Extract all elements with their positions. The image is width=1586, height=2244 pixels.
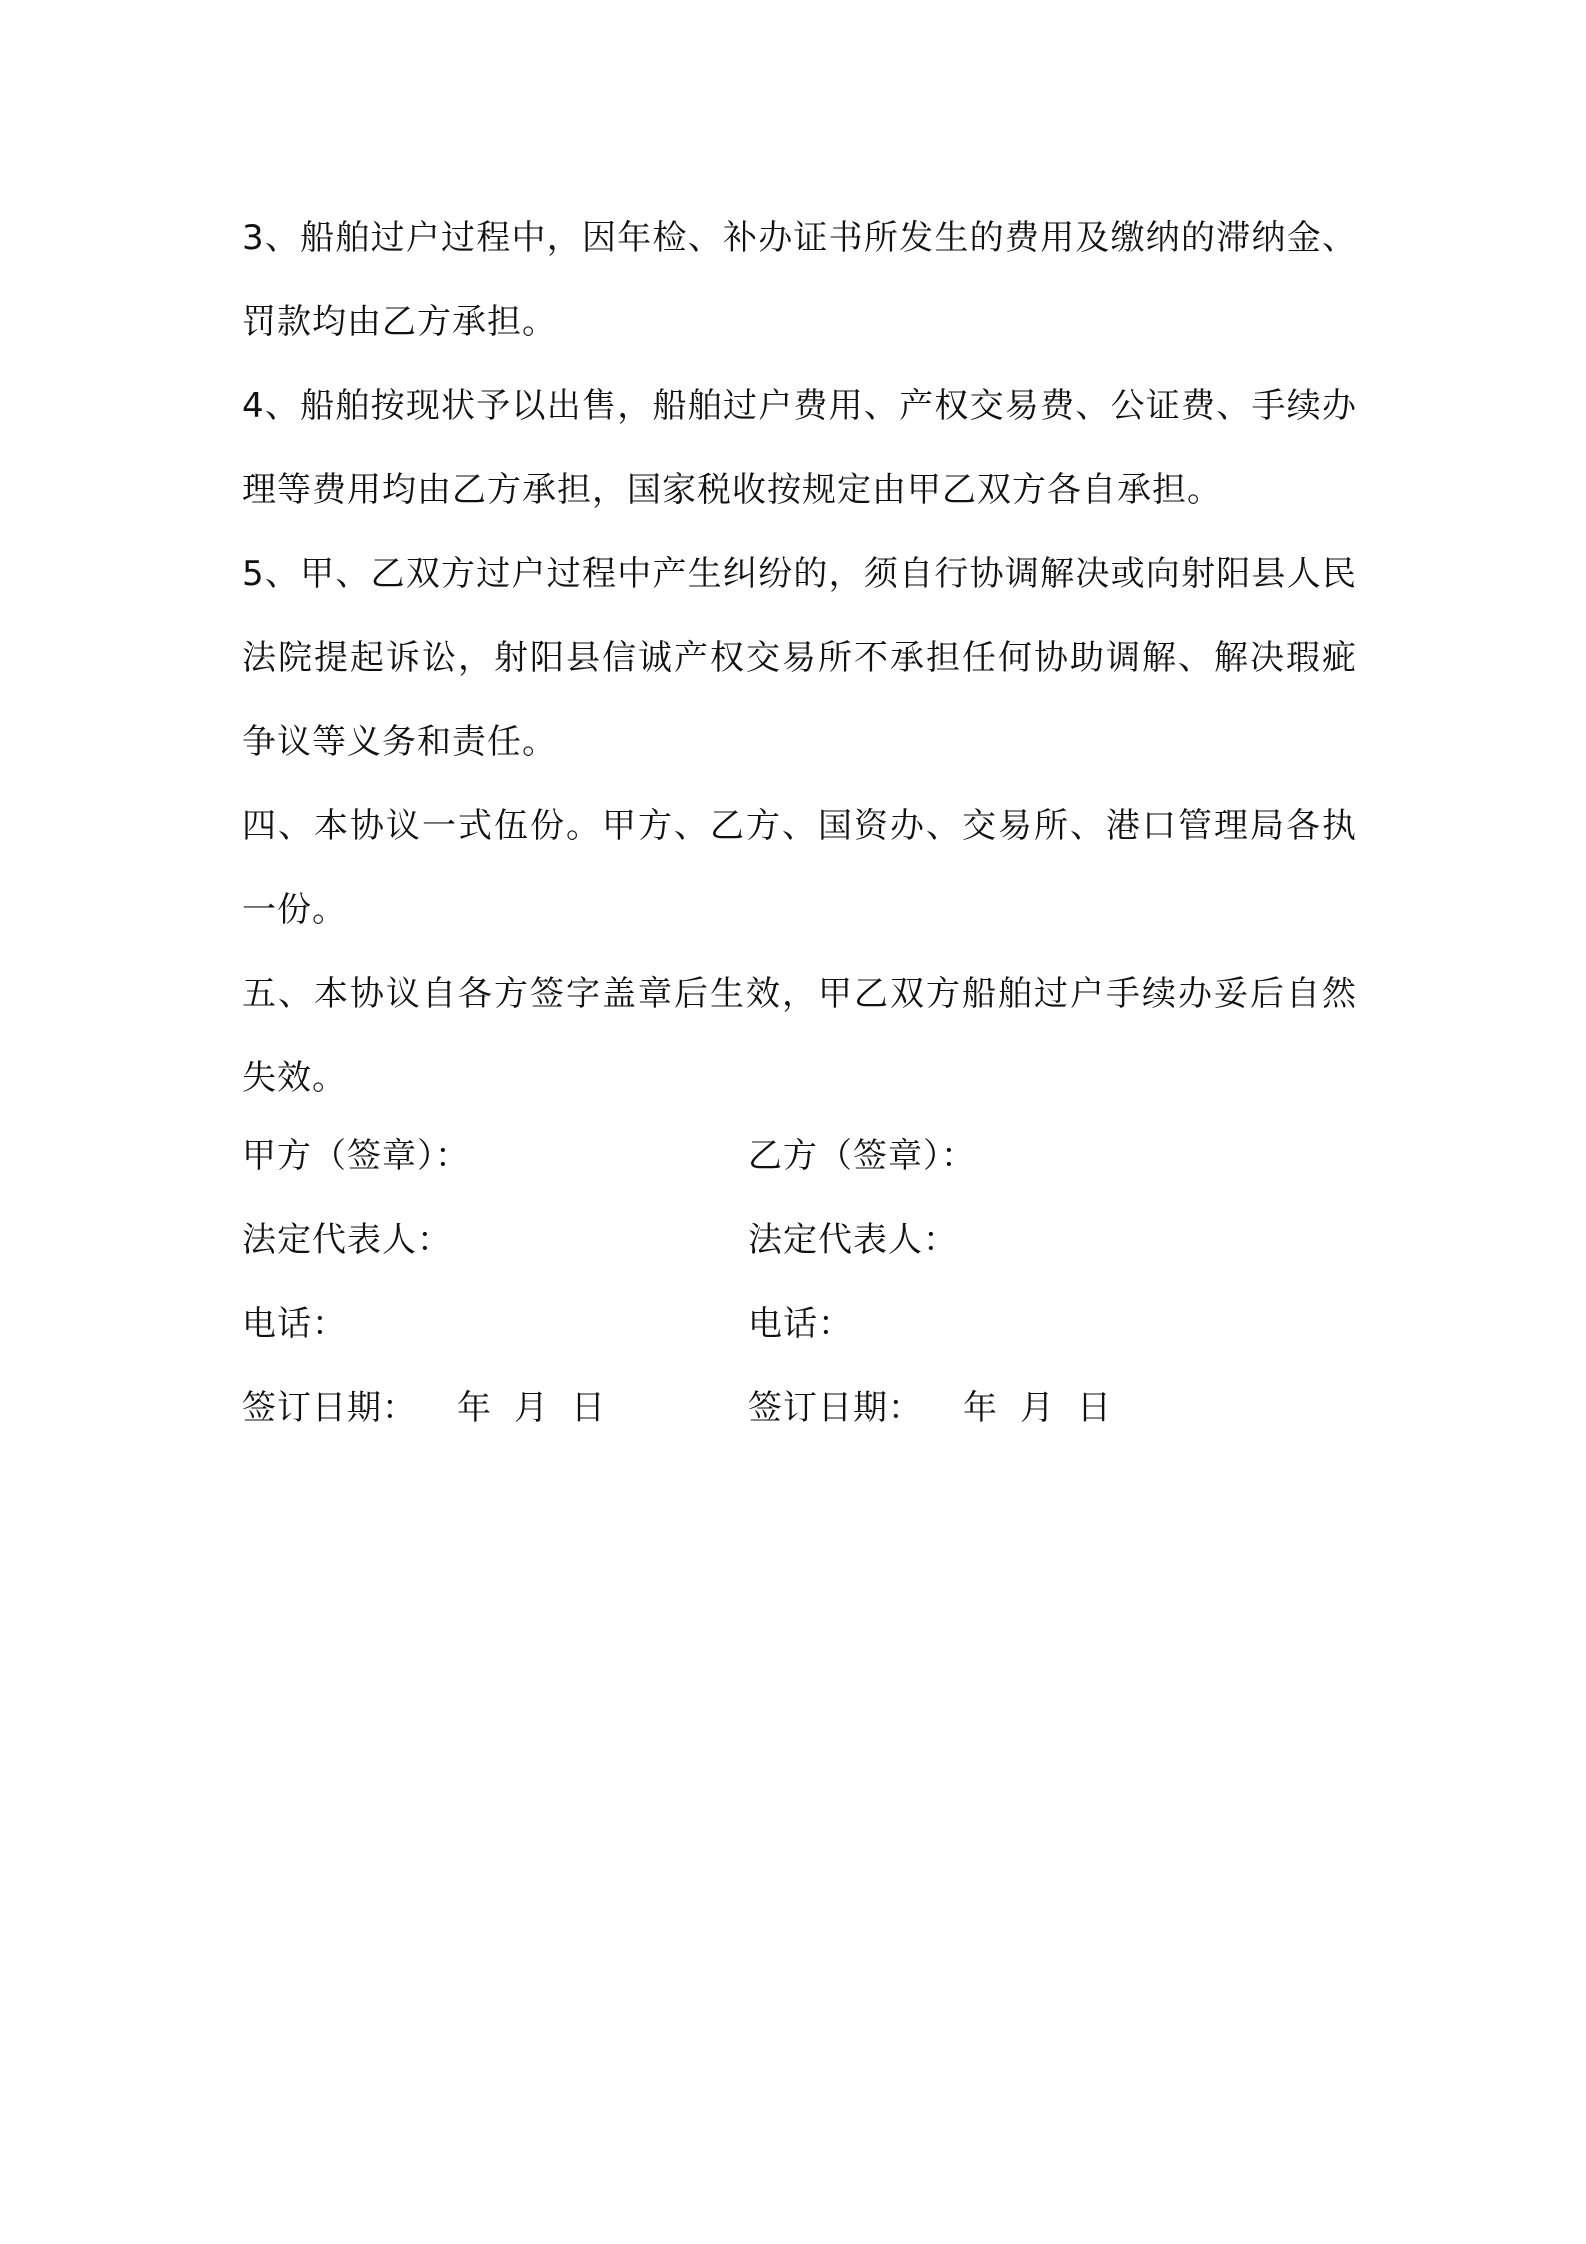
seal-row: [242, 1110, 1357, 1194]
clause-5-disputes: 5、甲、乙双方过户过程中产生纠纷的，须自行协调解决或向射阳县人民法院提起诉讼，射阳县信诚产权交易所不承担任何协助调解、解决瑕疵争议等义务和责任。: [242, 554, 1357, 762]
party-a-signing-date: [242, 1380, 748, 1429]
signature-block: [242, 1110, 1357, 1446]
representative-row: [242, 1194, 1357, 1278]
party-b-month: 月: [1020, 1387, 1055, 1428]
party-a-month: 月: [514, 1387, 549, 1428]
party-b-signing-date: [748, 1380, 1348, 1429]
phone-row: [242, 1278, 1357, 1362]
clause-effectiveness: 五、本协议自各方签字盖章后生效，甲乙双方船舶过户手续办妥后自然失效。: [242, 974, 1357, 1098]
date-row: [242, 1362, 1357, 1446]
party-a-seal-label: 甲方（签章）：: [242, 1135, 470, 1176]
party-b-seal-label: 乙方（签章）：: [748, 1135, 976, 1176]
party-a-representative-label: 法定代表人：: [242, 1219, 452, 1260]
party-b-representative-label: 法定代表人：: [748, 1219, 958, 1260]
party-b-phone-label: 电话：: [748, 1303, 853, 1344]
clause-copies: 四、本协议一式伍份。甲方、乙方、国资办、交易所、港口管理局各执一份。: [242, 806, 1357, 930]
clause-3-fees: 3、船舶过户过程中，因年检、补办证书所发生的费用及缴纳的滞纳金、罚款均由乙方承担。: [242, 218, 1357, 342]
party-a-date-label: 签订日期：: [242, 1387, 417, 1428]
party-a-phone-label: 电话：: [242, 1303, 347, 1344]
agreement-clauses: [242, 196, 1357, 1120]
party-a-year: 年: [457, 1387, 492, 1428]
clause-4-sale-as-is: 4、船舶按现状予以出售，船舶过户费用、产权交易费、公证费、手续办理等费用均由乙方承担，国家税收按规定由甲乙双方各自承担。: [242, 386, 1357, 510]
party-a-day: 日: [571, 1387, 606, 1428]
party-b-day: 日: [1077, 1387, 1112, 1428]
party-b-year: 年: [963, 1387, 998, 1428]
party-b-date-label: 签订日期：: [748, 1387, 923, 1428]
